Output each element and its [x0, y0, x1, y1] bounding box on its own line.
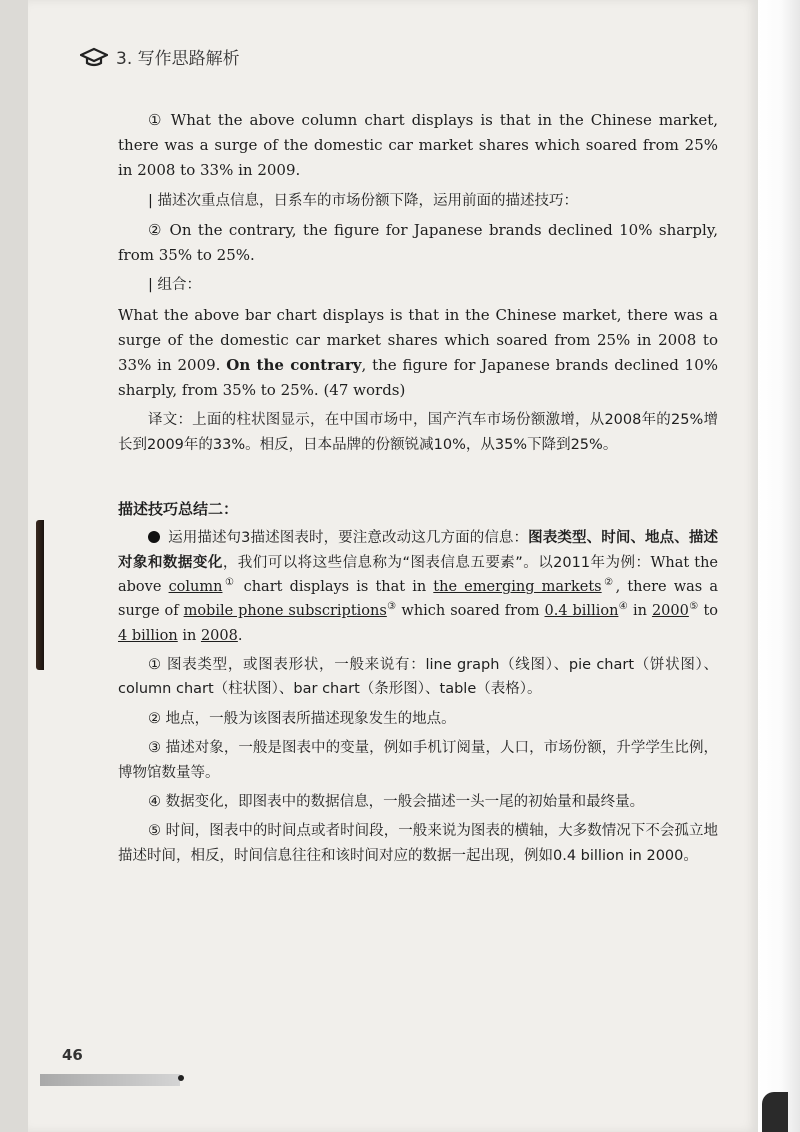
ex-text: to: [698, 603, 719, 620]
paragraph-4: | 组合：: [148, 277, 201, 294]
intro-bold: 图表类型、时间、地点、描述对象和数据变化: [118, 530, 719, 571]
summary-item-1: ① 图表类型，或图表形状，一般来说有：line graph（线图）、pie chart（饼状图）、column chart（柱状图）、bar chart（条形图）、table（表格）。: [118, 657, 718, 698]
footer-bar: [40, 1074, 180, 1086]
ex-text: .: [237, 627, 243, 644]
summary-item-4: ④ 数据变化，即图表中的数据信息，一般会描述一头一尾的初始量和最终量。: [148, 793, 645, 810]
ex-text: , there was a surge of: [118, 579, 718, 620]
bullet-icon: [148, 531, 160, 543]
ex-end-value: 4 billion: [118, 627, 178, 644]
p5-text-b: , the figure for Japanese brands declined 10% sharply, from 35% to 25%. (47 words): [118, 356, 719, 400]
paragraph-3: ② On the contrary, the figure for Japanese brands declined 10% sharply, from 35% to 25%.: [118, 220, 718, 265]
ex-text: in: [628, 603, 652, 620]
ex-start-year: 2000: [651, 603, 689, 620]
ex-column: column: [168, 579, 223, 596]
ex-market: the emerging markets: [433, 579, 602, 596]
footer-dot: [178, 1075, 184, 1081]
p5-text-a: What the above bar chart displays is that in the Chinese market, there was a surge of the domestic car market shares which soared from 25% in 2008 to 33% in 2009.: [118, 305, 718, 375]
intro-text-a: 运用描述句3描述图表时，要注意改动这几方面的信息：: [168, 530, 529, 547]
graduation-cap-icon: [80, 47, 108, 67]
translation-paragraph: 译文：上面的柱状图显示，在中国市场中，国产汽车市场份额激增，从2008年的25%增长到2009年的33%。相反，日本品牌的份额锐减10%，从35%下降到25%。: [118, 412, 718, 453]
ex-sup: ⑤: [688, 601, 699, 613]
ex-text: in: [177, 627, 201, 644]
paragraph-1: ① What the above column chart displays is that in the Chinese market, there was a surge of the domestic car market shares which soared from 25% in 2008 to 33% in 2009.: [118, 111, 718, 180]
p5-bold: On the contrary: [226, 356, 362, 375]
binding-shadow: [36, 520, 44, 670]
ex-subscriptions: mobile phone subscriptions: [183, 603, 387, 620]
running-header: [80, 44, 240, 69]
summary-item-5: ⑤ 时间，图表中的时间点或者时间段，一般来说为图表的横轴，大多数情况下不会孤立地描述时间，相反，时间信息往往和该时间对应的数据一起出现，例如0.4 billion in 2000。: [118, 823, 718, 864]
corner-shadow: [762, 1092, 788, 1132]
summary-intro: [118, 526, 718, 648]
section-title: 描述技巧总结二：: [118, 500, 239, 519]
ex-text: What the above: [118, 554, 718, 596]
ex-text: which soared from: [396, 603, 545, 620]
ex-text: chart displays is that in: [236, 579, 434, 596]
summary-item-2: ② 地点，一般为该图表所描述现象发生的地点。: [148, 710, 456, 727]
ex-start-value: 0.4 billion: [544, 603, 619, 620]
intro-text-b: ，我们可以将这些信息称为“图表信息五要素”。以2011年为例：: [222, 554, 651, 571]
ex-end-year: 2008: [200, 627, 238, 644]
main-content: [118, 108, 718, 873]
header-title: 3. 写作思路解析: [116, 49, 240, 69]
page-number: 46: [62, 1046, 83, 1064]
summary-item-3: ③ 描述对象，一般是图表中的变量，例如手机订阅量，人口，市场份额，升学学生比例，博物馆数量等。: [118, 740, 718, 781]
ex-sup: ②: [601, 577, 616, 589]
paragraph-2: | 描述次重点信息，日系车的市场份额下降，运用前面的描述技巧：: [148, 192, 578, 209]
ex-sup: ③: [386, 601, 397, 613]
ex-sup: ①: [222, 577, 237, 589]
ex-sup: ④: [618, 601, 629, 613]
paragraph-5: [118, 303, 718, 404]
page-edge: [758, 0, 800, 1132]
